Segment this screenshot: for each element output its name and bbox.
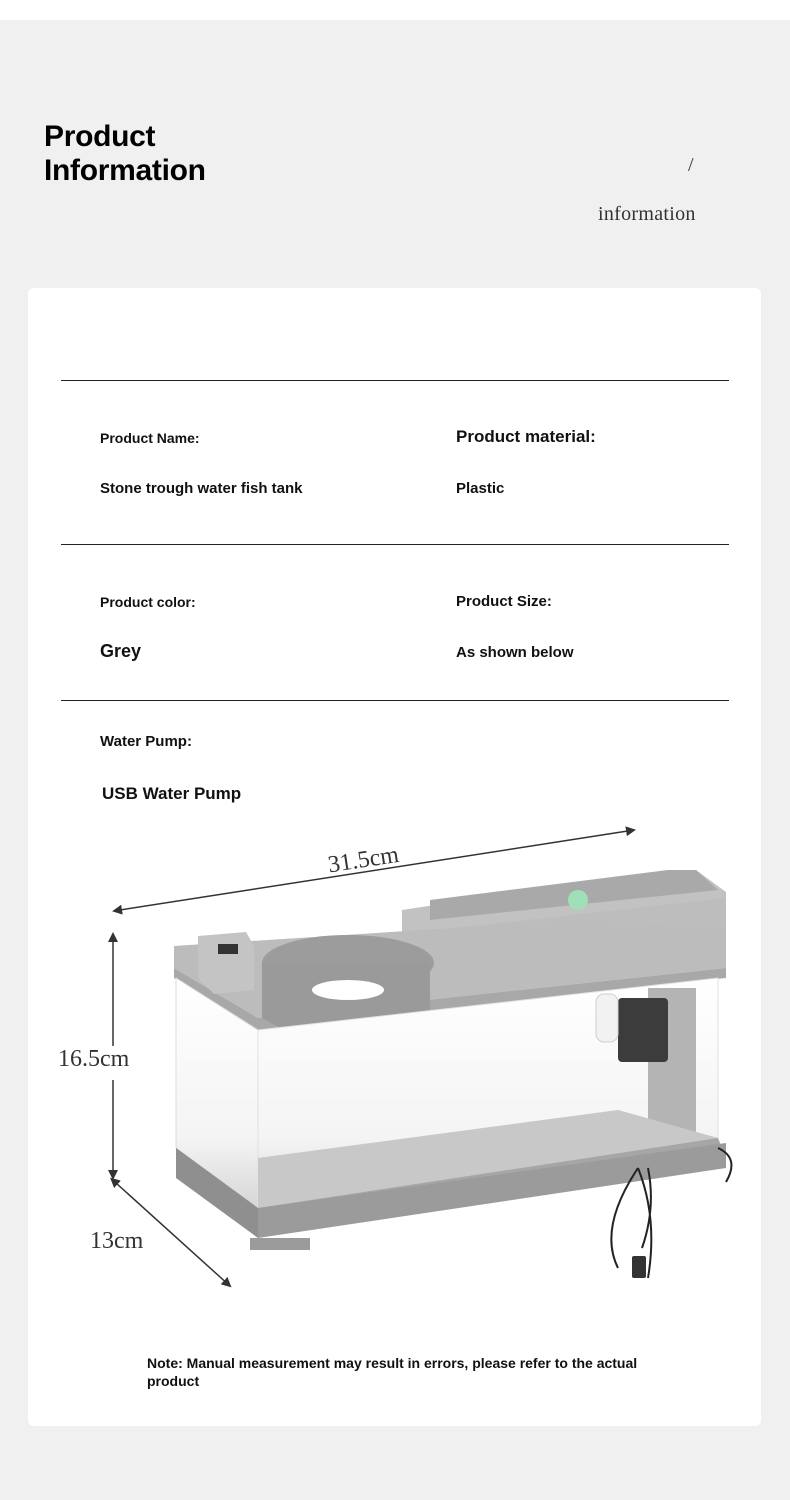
divider (61, 544, 729, 545)
width-dimension-label: 31.5cm (326, 841, 401, 879)
water-pump-value: USB Water Pump (102, 784, 242, 803)
height-dimension (58, 940, 130, 1178)
depth-dimension-label: 13cm (90, 1228, 144, 1254)
top-strip (0, 0, 790, 20)
fish-tank-illustration (58, 818, 738, 1318)
divider (61, 700, 729, 701)
product-size-label: Product Size: (456, 593, 552, 610)
product-name-label: Product Name: (100, 430, 200, 446)
divider (61, 380, 729, 381)
page-title-line1: Product (44, 120, 156, 153)
height-dimension-label: 16.5cm (58, 1046, 130, 1072)
product-color-label: Product color: (100, 594, 196, 610)
info-card (28, 288, 761, 1426)
product-size-value: As shown below (456, 644, 574, 661)
page-title-line2: Information (44, 154, 206, 187)
product-name-value: Stone trough water fish tank (100, 480, 303, 497)
page-title (44, 120, 206, 188)
measurement-note: Note: Manual measurement may result in errors, please refer to the actual product (147, 1355, 638, 1389)
product-material-value: Plastic (456, 480, 505, 497)
header-slash: / (688, 154, 694, 176)
product-color-value: Grey (100, 641, 142, 661)
product-material-label: Product material: (456, 427, 596, 446)
product-dimension-figure (58, 818, 738, 1318)
water-pump-label: Water Pump: (100, 733, 192, 750)
header-subtitle: information (598, 203, 696, 225)
